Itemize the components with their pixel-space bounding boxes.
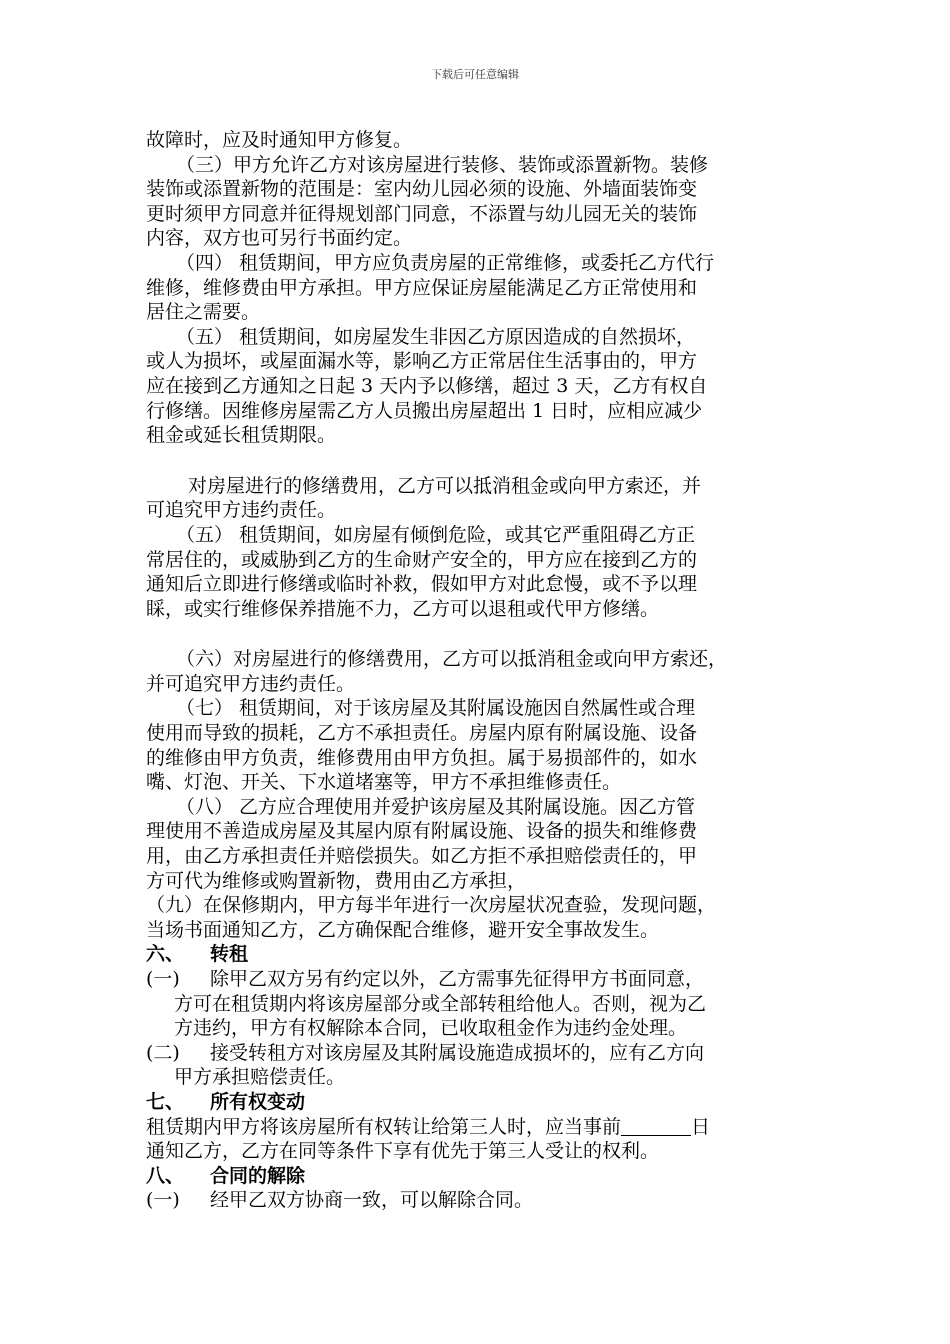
paragraph-line: 应在接到乙方通知之日起 3 天内予以修缮，超过 3 天，乙方有权自 — [146, 374, 708, 397]
paragraph-line: 居住之需要。 — [146, 301, 261, 324]
paragraph-line: 对房屋进行的修缮费用，乙方可以抵消租金或向甲方索还，并 — [188, 474, 702, 497]
paragraph-line: （三）甲方允许乙方对该房屋进行装修、装饰或添置新物。装修 — [176, 153, 709, 176]
section-number: 七、 — [146, 1090, 185, 1113]
paragraph-line: 行修缮。因维修房屋需乙方人员搬出房屋超出 1 日时，应相应减少 — [146, 399, 703, 422]
paragraph-line: 并可追究甲方违约责任。 — [146, 672, 356, 695]
paragraph-line: 方可在租赁期内将该房屋部分或全部转租给他人。否则，视为乙 — [174, 992, 707, 1015]
paragraph-line: 当场书面通知乙方，乙方确保配合维修，避开安全事故发生。 — [146, 918, 660, 941]
clause-line — [146, 967, 826, 992]
section-number: 六、 — [146, 943, 185, 966]
clause-text: 租赁期内甲方将该房屋所有权转让给第三人时，应当事前 — [146, 1115, 622, 1138]
clause-number: (二) — [146, 1041, 180, 1064]
paragraph-line: （五） 租赁期间，如房屋发生非因乙方原因造成的自然损坏， — [176, 325, 696, 348]
paragraph-line: 甲方承担赔偿责任。 — [174, 1066, 346, 1089]
fill-in-blank — [621, 1117, 691, 1136]
paragraph-line: 通知乙方，乙方在同等条件下享有优先于第三人受让的权利。 — [146, 1140, 660, 1163]
section-heading-7 — [146, 1090, 826, 1115]
paragraph-line: 睬，或实行维修保养措施不力，乙方可以退租或代甲方修缮。 — [146, 597, 660, 620]
paragraph-line: 通知后立即进行修缮或临时补救，假如甲方对此怠慢，或不予以理 — [146, 573, 698, 596]
paragraph-line: 用，由乙方承担责任并赔偿损失。如乙方拒不承担赔偿责任的，甲 — [146, 845, 698, 868]
clause-number: (一) — [146, 968, 180, 990]
clause-line — [146, 1041, 826, 1066]
section-heading-6 — [146, 942, 826, 967]
paragraph-line: 方可代为维修或购置新物，费用由乙方承担， — [146, 869, 527, 892]
paragraph-line: （五） 租赁期间，如房屋有倾倒危险，或其它严重阻碍乙方正 — [176, 523, 696, 546]
paragraph-line: （四） 租赁期间，甲方应负责房屋的正常维修，或委托乙方代行 — [176, 251, 715, 274]
paragraph-line: 常居住的，或威胁到乙方的生命财产安全的，甲方应在接到乙方的 — [146, 548, 698, 571]
paragraph-line: 内容，双方也可另行书面约定。 — [146, 227, 413, 250]
paragraph-line: 可追究甲方违约责任。 — [146, 499, 337, 522]
section-title: 转租 — [210, 943, 249, 966]
paragraph-line: （九）在保修期内，甲方每半年进行一次房屋状况查验，发现问题， — [146, 894, 717, 917]
section-title: 合同的解除 — [210, 1164, 306, 1187]
clause-number: (一) — [146, 1189, 180, 1212]
section-title: 所有权变动 — [210, 1090, 306, 1113]
paragraph-line: 装饰或添置新物的范围是：室内幼儿园必须的设施、外墙面装饰变 — [146, 178, 698, 201]
clause-text: 接受转租方对该房屋及其附属设施造成损坏的，应有乙方向 — [210, 1041, 705, 1064]
clause-text: 经甲乙双方协商一致，可以解除合同。 — [210, 1189, 534, 1212]
paragraph-line: 更时须甲方同意并征得规划部门同意，不添置与幼儿园无关的装饰 — [146, 202, 698, 225]
clause-text: 除甲乙双方另有约定以外，乙方需事先征得甲方书面同意， — [210, 968, 705, 990]
section-number: 八、 — [146, 1164, 185, 1187]
paragraph-line: 方违约，甲方有权解除本合同，已收取租金作为违约金处理。 — [174, 1017, 688, 1040]
paragraph-line: 租金或延长租赁期限。 — [146, 424, 337, 447]
clause-line — [146, 1188, 826, 1213]
paragraph-line: 维修，维修费由甲方承担。甲方应保证房屋能满足乙方正常使用和 — [146, 276, 698, 299]
paragraph-line: 的维修由甲方负责，维修费用由甲方负担。属于易损部件的，如水 — [146, 746, 698, 769]
page-header: 下载后可任意编辑 — [431, 68, 519, 81]
paragraph-line: （七） 租赁期间，对于该房屋及其附属设施因自然属性或合理 — [176, 697, 696, 720]
clause-text: 日 — [691, 1115, 711, 1138]
paragraph-line: 或人为损坏，或屋面漏水等，影响乙方正常居住生活事由的，甲方 — [146, 350, 698, 373]
blank-line — [146, 621, 826, 647]
paragraph-line: 使用而导致的损耗，乙方不承担责任。房屋内原有附属设施、设备 — [146, 722, 698, 745]
paragraph-line: 理使用不善造成房屋及其屋内原有附属设施、设备的损失和维修费 — [146, 820, 698, 843]
paragraph-line: 故障时，应及时通知甲方修复。 — [146, 129, 413, 151]
section-heading-8 — [146, 1164, 826, 1189]
contract-body — [146, 128, 826, 1213]
paragraph-line: 嘴、灯泡、开关、下水道堵塞等，甲方不承担维修责任。 — [146, 771, 622, 794]
paragraph-line: （六）对房屋进行的修缮费用，乙方可以抵消租金或向甲方索还， — [176, 648, 728, 671]
paragraph-line — [146, 1115, 826, 1140]
blank-line — [146, 448, 826, 474]
paragraph-line: （八） 乙方应合理使用并爱护该房屋及其附属设施。因乙方管 — [176, 795, 696, 818]
